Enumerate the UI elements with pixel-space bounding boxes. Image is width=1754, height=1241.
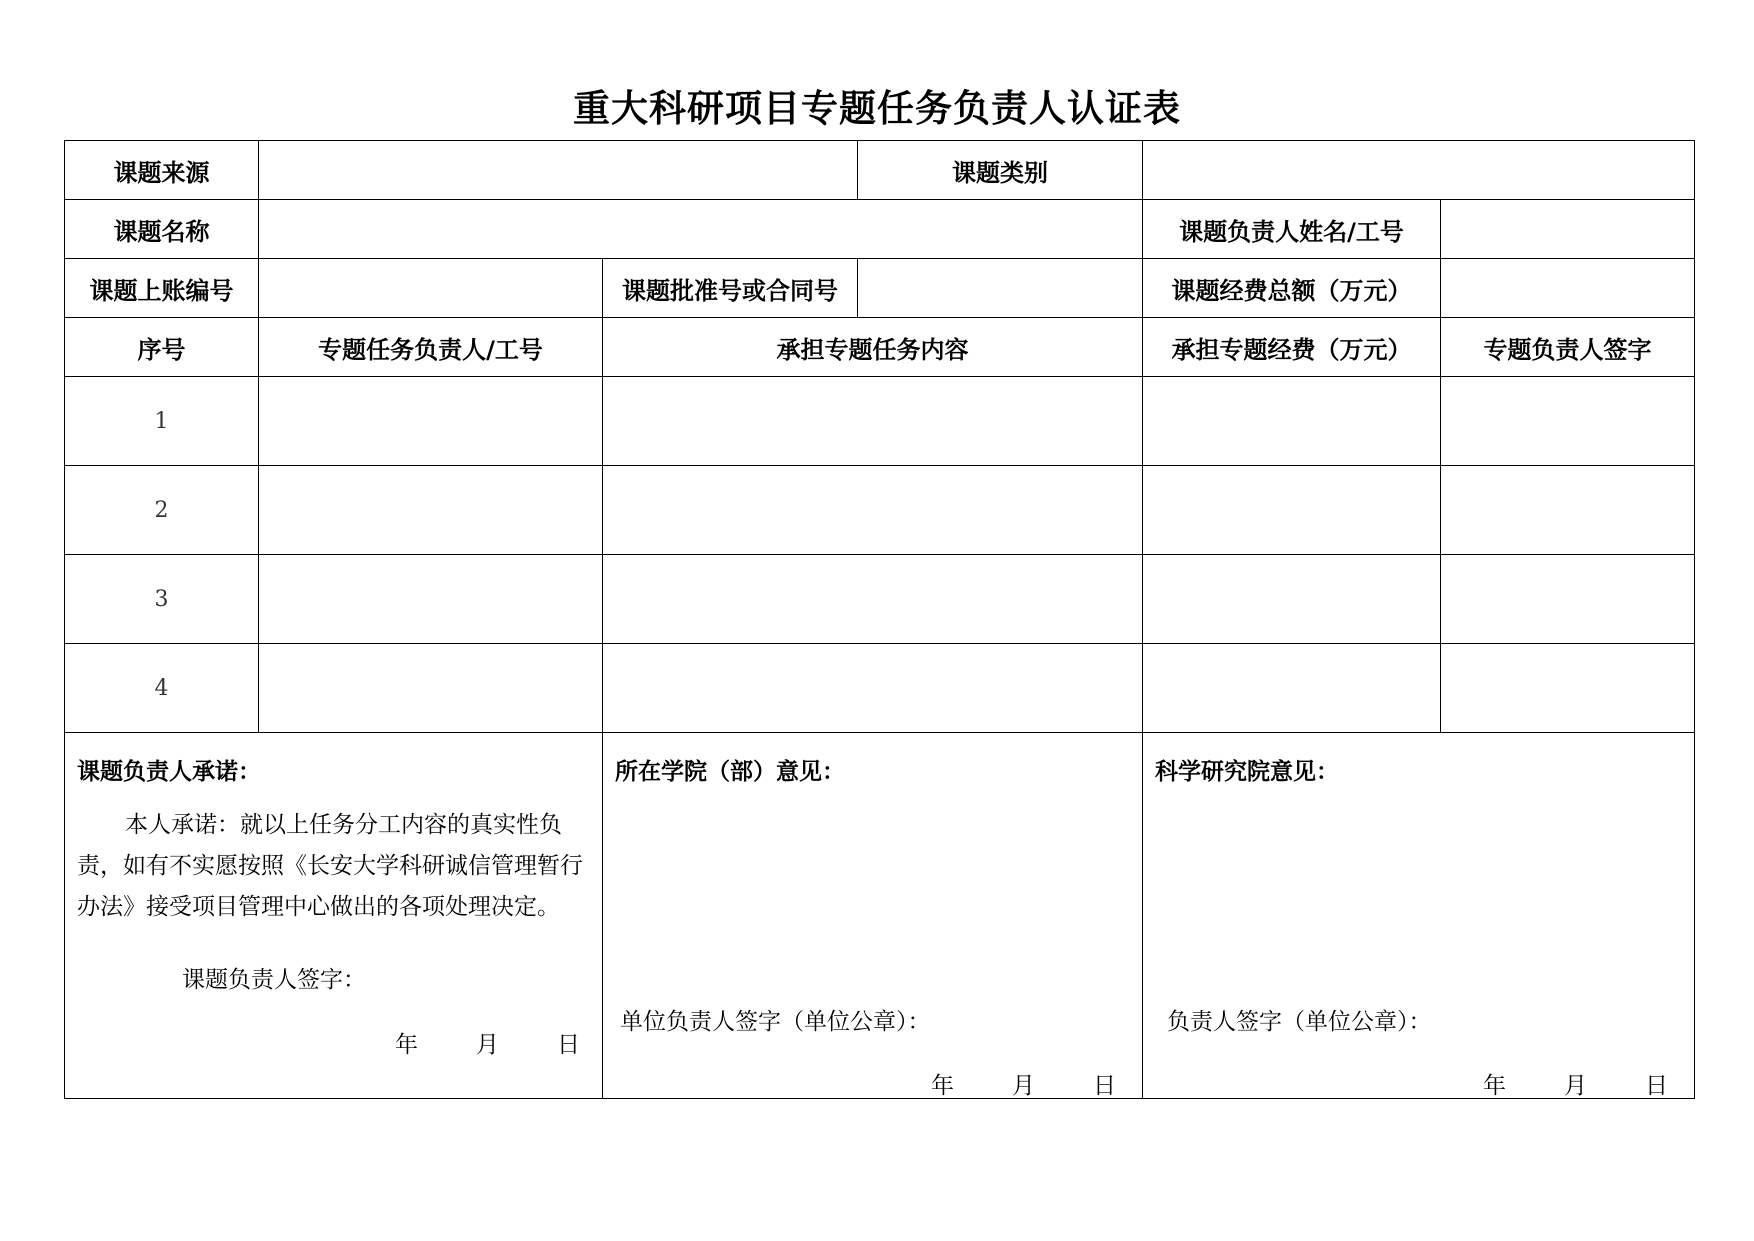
date-month: 月 (1564, 1073, 1587, 1099)
approval-field[interactable] (858, 259, 1143, 318)
signature-cell[interactable] (1441, 555, 1695, 644)
task-funding-cell[interactable] (1143, 466, 1441, 555)
leader-label: 课题负责人姓名/工号 (1143, 200, 1441, 259)
task-content-cell[interactable] (603, 644, 1143, 733)
certification-form-table (64, 140, 1695, 1099)
funding-total-label: 课题经费总额（万元） (1143, 259, 1441, 318)
date-year: 年 (931, 1073, 954, 1099)
table-row (65, 377, 1695, 466)
college-opinion-title: 所在学院（部）意见： (615, 759, 845, 785)
account-field[interactable] (259, 259, 603, 318)
info-row-name (65, 200, 1695, 259)
college-opinion-cell[interactable] (603, 733, 1143, 1099)
task-content-cell[interactable] (603, 377, 1143, 466)
column-header-task-content: 承担专题任务内容 (603, 318, 1143, 377)
task-funding-cell[interactable] (1143, 644, 1441, 733)
row-number: 1 (65, 377, 259, 466)
date-year: 年 (1483, 1073, 1506, 1099)
commitment-signature-label: 课题负责人签字： (182, 967, 366, 993)
institute-date (1483, 1067, 1668, 1100)
document-title: 重大科研项目专题任务负责人认证表 (573, 86, 1181, 130)
column-header-signature: 专题负责人签字 (1441, 318, 1695, 377)
college-date (931, 1067, 1116, 1100)
date-month: 月 (1012, 1073, 1035, 1099)
row-number: 4 (65, 644, 259, 733)
row-number: 3 (65, 555, 259, 644)
task-leader-cell[interactable] (259, 377, 603, 466)
date-day: 日 (1645, 1073, 1668, 1099)
column-header-seq: 序号 (65, 318, 259, 377)
task-leader-cell[interactable] (259, 644, 603, 733)
institute-opinion-cell[interactable] (1143, 733, 1695, 1099)
task-header-row (65, 318, 1695, 377)
task-leader-cell[interactable] (259, 466, 603, 555)
category-label: 课题类别 (858, 141, 1143, 200)
commitment-date (395, 1026, 580, 1059)
column-header-task-leader: 专题任务负责人/工号 (259, 318, 603, 377)
table-row (65, 466, 1695, 555)
info-row-account (65, 259, 1695, 318)
institute-opinion-title: 科学研究院意见： (1155, 759, 1339, 785)
signature-cell[interactable] (1441, 644, 1695, 733)
commitment-cell[interactable] (65, 733, 603, 1099)
task-funding-cell[interactable] (1143, 555, 1441, 644)
funding-total-field[interactable] (1441, 259, 1695, 318)
commitment-title: 课题负责人承诺： (77, 759, 261, 785)
date-day: 日 (1093, 1073, 1116, 1099)
name-label: 课题名称 (65, 200, 259, 259)
date-year: 年 (395, 1032, 418, 1058)
college-signature-label: 单位负责人签字（单位公章）： (620, 1009, 931, 1035)
task-leader-cell[interactable] (259, 555, 603, 644)
approval-label: 课题批准号或合同号 (603, 259, 858, 318)
source-field[interactable] (259, 141, 858, 200)
category-field[interactable] (1143, 141, 1695, 200)
account-label: 课题上账编号 (65, 259, 259, 318)
opinion-row (65, 733, 1695, 1099)
commitment-text: 本人承诺：就以上任务分工内容的真实性负责，如有不实愿按照《长安大学科研诚信管理暂行办法》接受项目管理中心做出的各项处理决定。 (77, 812, 583, 920)
column-header-task-funding: 承担专题经费（万元） (1143, 318, 1441, 377)
name-field[interactable] (259, 200, 1143, 259)
info-row-source (65, 141, 1695, 200)
table-row (65, 555, 1695, 644)
row-number: 2 (65, 466, 259, 555)
institute-signature-label: 负责人签字（单位公章）： (1167, 1009, 1432, 1035)
table-row (65, 644, 1695, 733)
leader-field[interactable] (1441, 200, 1695, 259)
task-content-cell[interactable] (603, 466, 1143, 555)
signature-cell[interactable] (1441, 466, 1695, 555)
date-day: 日 (557, 1032, 580, 1058)
signature-cell[interactable] (1441, 377, 1695, 466)
source-label: 课题来源 (65, 141, 259, 200)
task-funding-cell[interactable] (1143, 377, 1441, 466)
task-content-cell[interactable] (603, 555, 1143, 644)
date-month: 月 (476, 1032, 499, 1058)
